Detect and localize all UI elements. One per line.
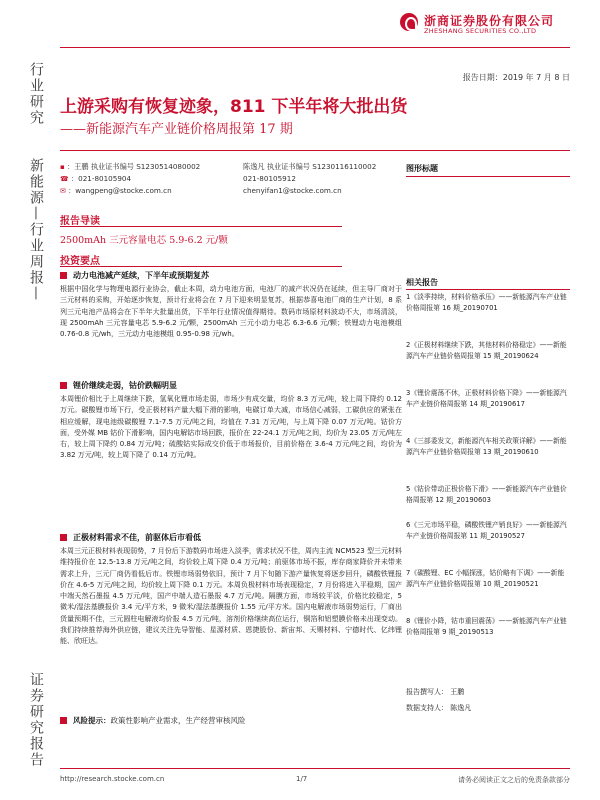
- email-icon: ✉: [60, 187, 69, 195]
- analyst-1-cert: ：王鹏 执业证书编号 S1230514080002: [66, 162, 201, 171]
- related-item[interactable]: 8《锂价小降，钴市重回震荡》——新能源汽车产业链价格周报第 9 期_20190513: [406, 617, 567, 637]
- analyst-1-phone-row: [60, 174, 131, 184]
- related-item[interactable]: 4《三部委发文，新能源汽车相关政策详解》——新能源汽车产业链价格周报第 13 期_20190610: [406, 437, 567, 457]
- company-logo-icon: [400, 13, 418, 31]
- bullet-square-icon: [60, 272, 67, 279]
- risk-note: [60, 715, 246, 726]
- investment-heading: 投资要点: [60, 256, 100, 267]
- bullet-square-icon: [60, 534, 67, 541]
- report-guide-divider: [60, 226, 342, 227]
- report-date: 报告日期：2019 年 7 月 8 日: [462, 73, 570, 82]
- risk-text: 政策性影响产业需求，生产经营审核风险: [110, 716, 246, 725]
- analyst-2-phone: 021-80105912: [243, 174, 296, 183]
- analyst-2-email[interactable]: chenyifan1@stocke.com.cn: [243, 186, 342, 195]
- related-item[interactable]: 5《钴价带动正极价格下滑》——新能源汽车产业链价格周报第 12 期_20190603: [406, 485, 567, 505]
- bullet-square-icon: [60, 382, 67, 389]
- section-3-body: 本周三元正极材料表现弱势，7 月份后下游数码市场进入淡季，需求状况不佳，周内主流 NCM523 型三元材料维持报价在 12.5-13.8 万元/吨之间，均价较上周下降 0.4 万元/吨；前驱体市场不振，库存商家降价并未带来需求上升，三元厂商仍看低后市。铁锂市场弱势依旧，预计 7 月下旬随下游产量恢复将逐步回升，磷酸铁锂报价在 4.6-5 万元/吨之间，均价较上周下降 0.1 万元。本周负极材料市场表现稳定，7 月份将进入平稳期，国产中端天然石墨报 4.5 万元/吨，国产中端人造石墨报 4.7 万元/吨。隔膜方面，市场较平淡，价格比较稳定，5 微米/湿法基膜报价 3.4 元/平方米，9 微米/湿法基膜报价 1.55 元/平方米。国内电解液市场弱势运行，厂商出货量预期不佳，三元圆柱电解液均价报 4.5 万元/吨，溶剂价格继续高位运行，铜箔和铝塑膜价格未出现变动。我们持续推荐海外供应链，建议关注先导智能、星源材质、恩捷股份、新宙邦、天赐材料、宁德时代、亿纬锂能、欣旺达。: [60, 547, 402, 646]
- header-divider: [60, 47, 570, 48]
- section-1-title: 动力电池减产延续，下半年或预期复苏: [60, 270, 209, 281]
- disclaimer-note: 请务必阅读正文之后的免责条款部分: [458, 776, 570, 784]
- related-divider: [406, 289, 570, 290]
- report-guide-heading: 报告导读: [60, 216, 100, 227]
- section-2-title: 锂价继续走弱，钴价跌幅明显: [60, 380, 177, 391]
- analyst-icon: ▪: [60, 163, 67, 171]
- side-label-middle: 新能源—行业周报—: [28, 158, 44, 302]
- phone-icon: ☎: [60, 175, 71, 183]
- footer-url[interactable]: http://research.stocke.com.cn: [60, 775, 165, 783]
- related-item[interactable]: 2《正极材料继续下跌，其他材料价格稳定》——新能源汽车产业链价格周报第 15 期_20190624: [406, 341, 567, 361]
- page-number: 1/7: [296, 775, 308, 783]
- analyst-1-phone: ：021-80105904: [70, 174, 132, 183]
- investment-divider: [60, 266, 342, 267]
- page-title: 上游采购有恢复迹象，811 下半年将大批出货: [60, 97, 408, 117]
- analyst-1: [60, 162, 200, 172]
- figure-label: 图形标题: [406, 164, 438, 173]
- side-label-bottom: 证券研究报告: [28, 672, 44, 768]
- data-supporter: 数据支持人： 陈逸凡: [406, 704, 472, 712]
- risk-label: 风险提示：: [73, 716, 111, 725]
- related-heading: 相关报告: [406, 278, 438, 287]
- page-subtitle: ——新能源汽车产业链价格周报第 17 期: [60, 122, 293, 137]
- section-2-body: 本周锂价相比于上周继续下跌，氢氧化锂市场走弱，市场少有成交量，均价 8.3 万元/吨，较上周下降约 0.12 万元。碳酸锂市场下行，受正极材料产量大幅下滑的影响，电碳订单大减，市场信心减弱，工碳供应的紧张在相应缓解，现电池级碳酸锂 7.1-7.5 万元/吨之间，均值在 7.31 万元/吨，与上周下降 0.07 万元/吨。钴价方面，受外媒 MB 钴价下滑影响，国内电解钴市场回跌，报价在 22-24.1 万元/吨之间，均价为 23.05 万元/吨左右，较上周下降约 0.84 万元/吨；硫酸钴实际成交价低于市场报价，目前价格在 3.6-4 万元/吨之间，均价为 3.82 万元/吨，较上周下降了 0.14 万元/吨。: [60, 395, 402, 460]
- company-name-en: ZHESHANG SECURITIES CO.,LTD: [424, 27, 537, 35]
- analyst-1-email[interactable]: ：wangpeng@stocke.com.cn: [68, 186, 172, 195]
- analyst-1-email-row: [60, 186, 172, 196]
- section-3-title: 正极材料需求不佳，前驱体后市看低: [60, 532, 201, 543]
- related-item[interactable]: 3《锂价震荡不休，正极材料价格下降》——新能源汽车产业链价格周报第 14 期_20190617: [406, 389, 567, 409]
- report-writer: 报告撰写人： 王鹏: [406, 688, 465, 696]
- bullet-square-icon: [60, 717, 67, 724]
- footer-divider: [60, 768, 570, 769]
- related-item[interactable]: 6《三元市场平稳，磷酸铁锂产销良好》——新能源汽车产业链价格周报第 11 期_20190527: [406, 521, 567, 541]
- analyst-2-cert: 陈逸凡 执业证书编号 S1230116110002: [243, 162, 377, 171]
- title-divider: [60, 150, 570, 151]
- section-1-body: 根据中国化学与物理电源行业协会，截止本周，动力电池方面，电池厂的减产状况仍在延续，但主导厂商对于三元材料的采购，开始逐步恢复，预计行业将会在 7 月下迎来明显复苏，根据恭喜电池厂商的生产计划，8 系列三元电池产品将会在下半年大批量出货，下半年行业情况值得期待。数码市场原材料波动不大，市场清淡，现 2500mAh 三元容量电芯 5.9-6.2 元/颗，2500mAh 三元小动力电芯 6.3-6.6 元/颗；铁锂动力电池模组 0.76-0.8 元/wh，三元动力电池模组 0.95-0.98 元/wh。: [60, 285, 402, 339]
- company-name-cn: 浙商证券股份有限公司: [424, 14, 555, 28]
- report-guide-abstract: 2500mAh 三元容量电芯 5.9-6.2 元/颗: [60, 235, 228, 246]
- figure-label-divider: [406, 176, 570, 177]
- related-item[interactable]: 7《碳酸锂、EC 小幅探涨，钴价略有下调》——新能源汽车产业链价格周报第 10 期_20190521: [406, 569, 565, 589]
- side-label-top: 行业研究: [28, 62, 44, 126]
- related-item[interactable]: 1《淡季持续，材料价格承压》——新能源汽车产业链价格周报第 16 期_20190701: [406, 293, 567, 313]
